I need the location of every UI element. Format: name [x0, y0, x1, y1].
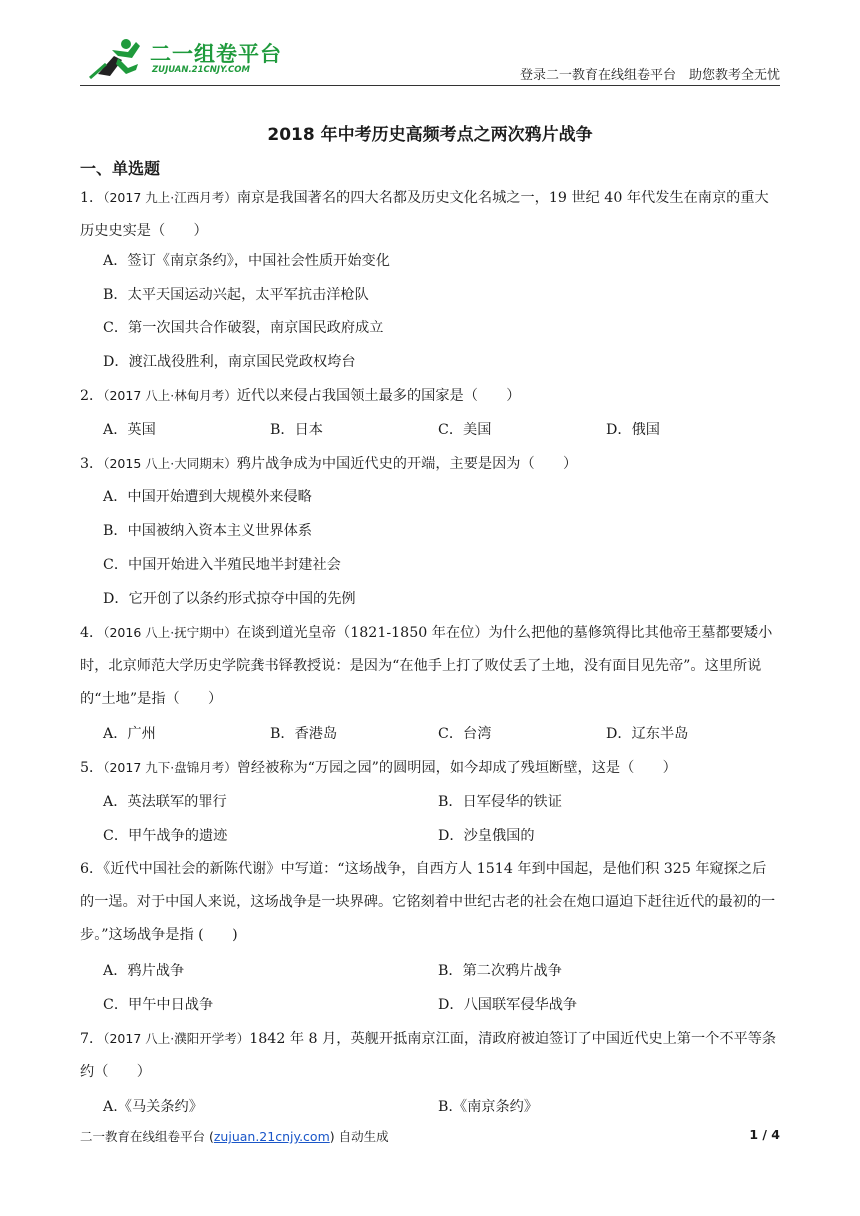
option-d[interactable]: D．八国联军侵华战争 — [438, 997, 578, 1013]
option-c[interactable]: C．第一次国共合作破裂，南京国民政府成立 — [103, 320, 384, 336]
question-3 — [80, 447, 780, 481]
question-text: 南京是我国著名的四大名都及历史文化名城之一，19 世纪 40 年代发生在南京的重大历史史实是（ ） — [80, 190, 769, 239]
option-b[interactable]: B．香港岛 — [270, 726, 338, 742]
question-5 — [80, 751, 780, 785]
question-source: （2017 九上·江西月考） — [103, 190, 237, 205]
question-6 — [80, 853, 780, 952]
option-a[interactable]: A．广州 — [103, 726, 156, 742]
option-a[interactable]: A．签订《南京条约》，中国社会性质开始变化 — [103, 253, 390, 269]
option-c[interactable]: C．中国开始进入半殖民地半封建社会 — [103, 557, 341, 573]
footer-link[interactable]: zujuan.21cnjy.com — [213, 1129, 330, 1144]
question-text: 曾经被称为“万园之园”的圆明园，如今却成了残垣断壁，这是（ ） — [236, 760, 677, 776]
option-c[interactable]: C．甲午战争的遗迹 — [103, 828, 228, 844]
question-text: 鸦片战争成为中国近代史的开端，主要是因为（ ） — [236, 456, 578, 472]
question-number: 4． — [80, 625, 104, 641]
question-7 — [80, 1022, 780, 1089]
page-header — [80, 34, 780, 84]
option-d[interactable]: D．辽东半岛 — [606, 726, 689, 742]
question-number: 1． — [80, 190, 104, 206]
logo-url: ZUJUAN.21CNJY.COM — [152, 65, 250, 75]
footer-prefix: 二一教育在线组卷平台 ( — [80, 1129, 214, 1144]
logo-title: 二一组卷平台 — [150, 42, 282, 66]
header-divider — [80, 85, 780, 86]
question-2 — [80, 379, 780, 413]
option-a[interactable]: A．英法联军的罪行 — [103, 794, 227, 810]
page-footer — [80, 1127, 389, 1145]
question-number: 6． — [80, 861, 104, 877]
option-b[interactable]: B．中国被纳入资本主义世界体系 — [103, 523, 313, 539]
site-logo[interactable] — [88, 34, 288, 80]
question-source: （2017 八上·林甸月考） — [103, 388, 237, 403]
option-b[interactable]: B．日本 — [270, 422, 323, 438]
option-d[interactable]: D．俄国 — [606, 422, 660, 438]
footer-suffix: ) 自动生成 — [329, 1129, 389, 1144]
option-b[interactable]: B.《南京条约》 — [438, 1099, 539, 1115]
option-d[interactable]: D．它开创了以条约形式掠夺中国的先例 — [103, 591, 356, 607]
question-text: 《近代中国社会的新陈代谢》中写道：“这场战争，自西方人 1514 年到中国起，是他们积 325 年窥探之后的一逞。对于中国人来说，这场战争是一块界碑。它铭刻着中世纪古老的社会在炮口逼迫下赶往近代的最初的一步。”这场战争是指 ( ) — [80, 861, 776, 943]
runner-logo-icon — [88, 34, 148, 80]
option-d[interactable]: D．渡江战役胜利，南京国民党政权垮台 — [103, 354, 356, 370]
section-heading: 一、单选题 — [80, 159, 161, 178]
question-text: 在谈到道光皇帝（1821-1850 年在位）为什么把他的墓修筑得比其他帝王墓都要矮小时，北京师范大学历史学院龚书铎教授说：是因为“在他手上打了败仗丢了土地，没有面目见先帝”。这里所说的“土地”是指（ ） — [80, 625, 773, 707]
page-number: 1 / 4 — [749, 1127, 780, 1142]
question-number: 7． — [80, 1031, 104, 1047]
question-text: 近代以来侵占我国领土最多的国家是（ ） — [236, 388, 521, 404]
question-number: 3． — [80, 456, 104, 472]
option-a[interactable]: A．英国 — [103, 422, 156, 438]
question-source: （2017 九下·盘锦月考） — [103, 760, 237, 775]
question-number: 5． — [80, 760, 104, 776]
option-c[interactable]: C．甲午中日战争 — [103, 997, 214, 1013]
option-a[interactable]: A．中国开始遭到大规模外来侵略 — [103, 489, 312, 505]
page-title: 2018 年中考历史高频考点之两次鸦片战争 — [267, 125, 593, 145]
option-b[interactable]: B．日军侵华的铁证 — [438, 794, 562, 810]
option-d[interactable]: D．沙皇俄国的 — [438, 828, 535, 844]
question-text: 1842 年 8 月，英舰开抵南京江面，清政府被迫签订了中国近代史上第一个不平等条约（ ） — [80, 1031, 777, 1080]
option-a[interactable]: A．鸦片战争 — [103, 963, 185, 979]
question-number: 2． — [80, 388, 104, 404]
question-4 — [80, 616, 780, 716]
option-c[interactable]: C．台湾 — [438, 726, 492, 742]
option-b[interactable]: B．太平天国运动兴起，太平军抗击洋枪队 — [103, 287, 369, 303]
question-1 — [80, 181, 780, 248]
question-source: （2016 八上·抚宁期中） — [103, 625, 237, 640]
question-source: （2017 八上·濮阳开学考） — [103, 1031, 250, 1046]
option-a[interactable]: A.《马关条约》 — [103, 1099, 203, 1115]
option-c[interactable]: C．美国 — [438, 422, 492, 438]
question-source: （2015 八上·大同期末） — [103, 456, 237, 471]
option-b[interactable]: B．第二次鸦片战争 — [438, 963, 562, 979]
header-slogan: 登录二一教育在线组卷平台 助您教考全无忧 — [519, 68, 780, 83]
